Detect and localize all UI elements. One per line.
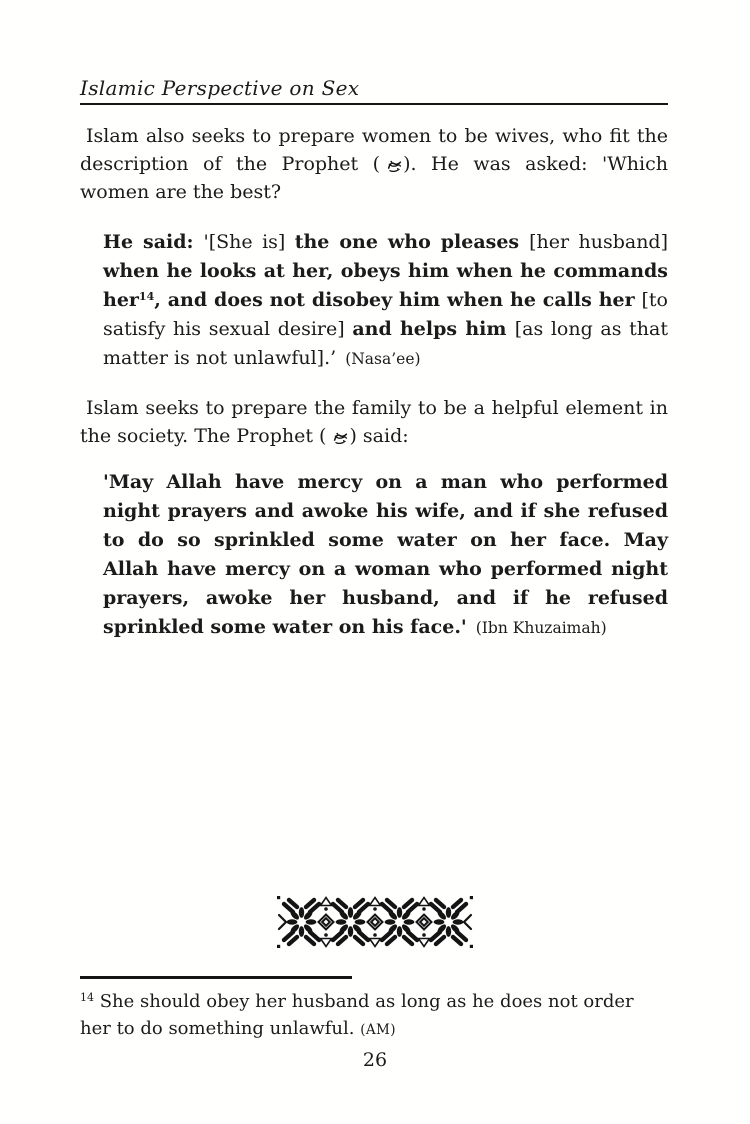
hadith-quote-1 bbox=[103, 228, 668, 374]
text-run: Islam seeks to prepare the family to be a helpful element in the society. The Prophet ( bbox=[80, 397, 668, 447]
pbuh-symbol bbox=[327, 431, 348, 444]
text-run: He said: bbox=[103, 231, 204, 253]
ornament-star-band-icon bbox=[277, 896, 473, 948]
text-run: (Ibn Khuzaimah) bbox=[475, 619, 607, 637]
text-run: , and does not disobey him when he calls her bbox=[154, 289, 642, 311]
text-run: '[She is] bbox=[203, 231, 295, 253]
text-run: 'May Allah have mercy on a man who performed night prayers and awoke his wife, and if she refused to do so sprinkled some water on her face. May Allah have mercy on a woman who performed night prayers, awoke her husband, and if he refused sprinkled some water on his face.' bbox=[103, 471, 668, 638]
text-run: (AM) bbox=[360, 1022, 396, 1038]
body-paragraph-1 bbox=[80, 122, 668, 206]
body-paragraph-2 bbox=[80, 394, 668, 450]
footnote-rule bbox=[80, 976, 352, 979]
text-run: the one who pleases bbox=[294, 231, 530, 253]
text-run: when he looks at her, obeys him when he commands her bbox=[103, 260, 668, 311]
footnote-block bbox=[80, 976, 668, 1044]
text-run: [as long as that matter is not unlawful].’ bbox=[103, 318, 669, 369]
text-run: Islam also seeks to prepare women to be wives, who fit the description of the Prophet ( bbox=[80, 125, 668, 175]
pbuh-symbol bbox=[381, 159, 402, 172]
text-run: ) said: bbox=[349, 425, 409, 447]
running-header: Islamic Perspective on Sex bbox=[80, 76, 668, 105]
text-run: 14 bbox=[138, 290, 155, 303]
page-number: 26 bbox=[362, 1049, 388, 1071]
text-run: [to satisfy his sexual desire] bbox=[103, 289, 668, 340]
ornament-divider bbox=[277, 896, 473, 948]
text-run: and helps him bbox=[352, 318, 515, 340]
text-run: [her husband] bbox=[529, 231, 669, 253]
text-run: She should obey her husband as long as he does not order her to do something unlawful. bbox=[80, 991, 634, 1039]
text-run: 14 bbox=[80, 991, 94, 1004]
hadith-quote-2 bbox=[103, 468, 668, 643]
text-run: ). He was asked: 'Which women are the best? bbox=[80, 153, 668, 203]
text-run: (Nasa’ee) bbox=[345, 350, 421, 368]
footnote-14 bbox=[80, 988, 668, 1044]
text-column bbox=[80, 76, 668, 643]
